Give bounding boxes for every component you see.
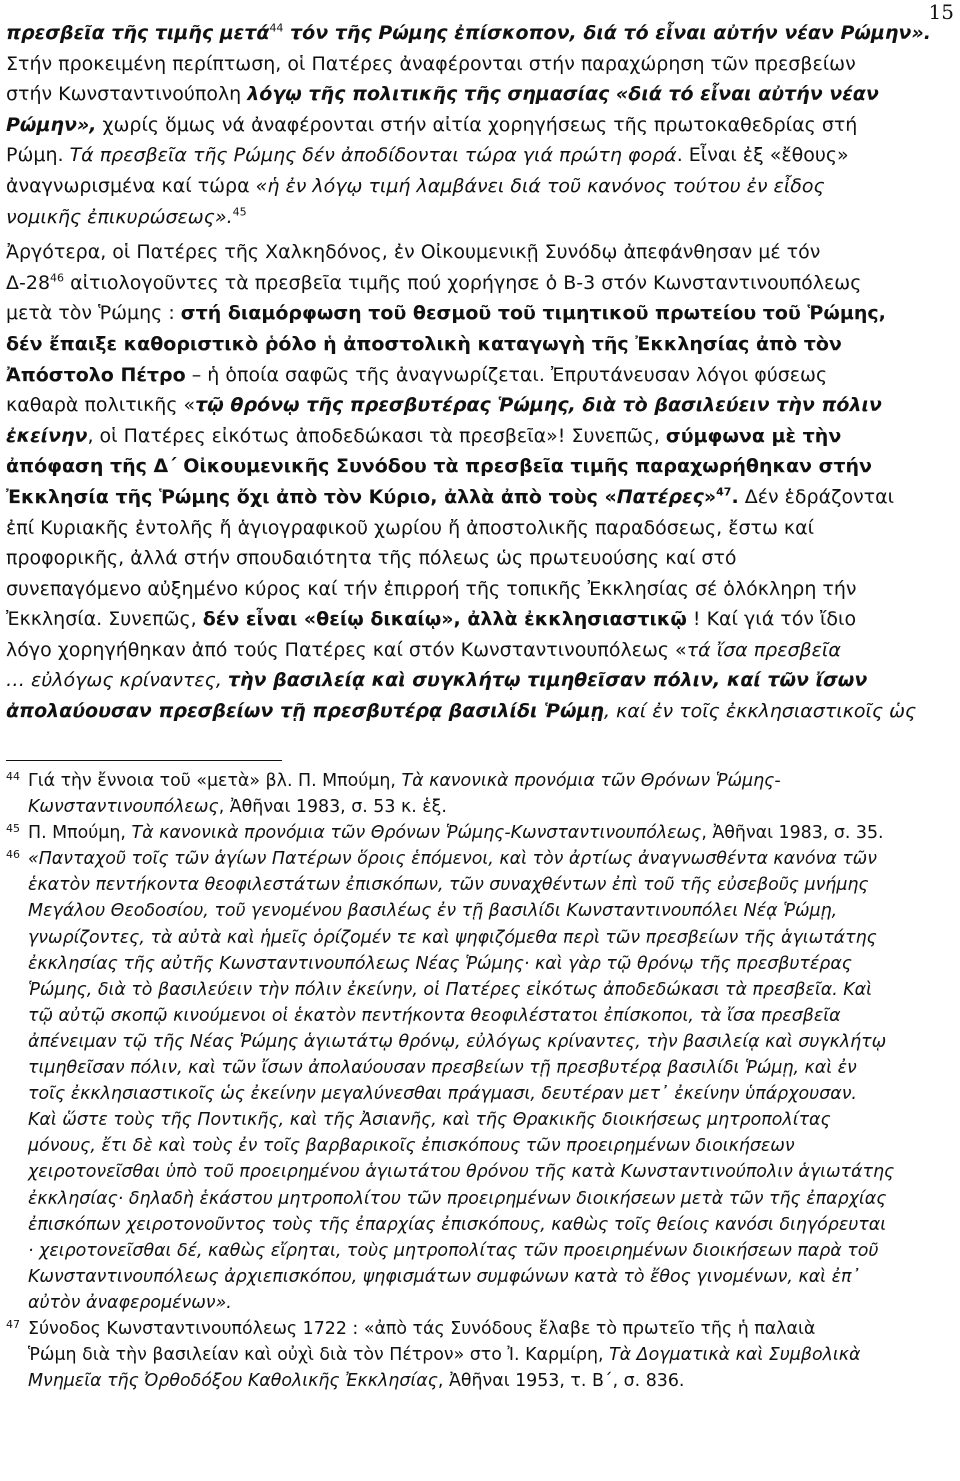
page-number: 15 xyxy=(928,0,954,24)
footnote-line: Ῥώμη διὰ τὴν βασιλείαν καὶ οὐχὶ διὰ τὸν Πέτρον» στο Ἰ. Καρμίρη, Τὰ Δογματικὰ καὶ Συμβολικὰ xyxy=(28,1345,861,1366)
footnote-47 xyxy=(6,1316,946,1394)
footnote-ref-45[interactable]: 45 xyxy=(232,205,247,219)
footnote-44 xyxy=(6,768,946,820)
footnote-line: ἐπισκόπων χειροτονοῦντος τοὺς τῆς ἐπαρχίας ἐπισκόπους, καθὼς τοῖς θείοις κανόσι διηγόρευται xyxy=(28,1214,887,1235)
footnote-line: Μεγάλου Θεοδοσίου, τοῦ γενομένου βασιλέως ἐν τῇ βασιλίδι Κωνσταντινουπόλει Νέᾳ Ῥώμῃ, xyxy=(28,901,838,922)
text-line: Ἀπόστολο Πέτρο – ἡ ὁποία σαφῶς τῆς ἀναγνωρίζεται. Ἐπρυτάνευσαν λόγοι φύσεως xyxy=(6,363,828,386)
text-line: Στήν προκειμένη περίπτωση, οἱ Πατέρες ἀναφέρονται στήν παραχώρηση τῶν πρεσβείων xyxy=(6,52,856,75)
footnote-number: 46 xyxy=(6,848,20,862)
footnote-line: τῷ αὐτῷ σκοπῷ κινούμενοι οἱ ἑκατὸν πεντήκοντα θεοφιλέστατοι ἐπίσκοποι, τὰ ἴσα πρεσβεῖα xyxy=(28,1005,841,1026)
footnote-line: μόνους, ἔτι δὲ καὶ τοὺς ἐν τοῖς βαρβαρικοῖς ἐπισκόπους τῶν προειρημένων διοικήσεων xyxy=(28,1136,795,1157)
main-text xyxy=(6,18,942,727)
footnote-line: Κωνσταντινουπόλεως, Ἀθῆναι 1983, σ. 53 κ. ἑξ. xyxy=(28,797,447,818)
footnote-line: Π. Μπούμη, Τὰ κανονικὰ προνόμια τῶν Θρόνων Ῥώμης-Κωνσταντινουπόλεως, Ἀθῆναι 1983, σ. 35. xyxy=(28,823,884,844)
footnote-ref-44[interactable]: 44 xyxy=(269,21,284,35)
text-line: Ρώμην», χωρίς ὅμως νά ἀναφέρονται στήν αἰτία χορηγήσεως τῆς πρωτοκαθεδρίας στή xyxy=(6,113,858,136)
footnote-number: 47 xyxy=(6,1317,20,1331)
text-line: συνεπαγόμενο αὐξημένο κύρος καί τήν ἐπιρροή τῆς τοπικῆς Ἐκκλησίας σέ ὁλόκληρη τήν xyxy=(6,577,857,600)
footnote-line: τοῖς ἐκκλησιαστικοῖς ὡς ἐκείνην μεγαλύνεσθαι πράγμασι, δευτέραν μετ᾽ ἐκείνην ὑπάρχουσαν. xyxy=(28,1084,857,1105)
footnotes xyxy=(6,768,946,1394)
footnote-line: Σύνοδος Κωνσταντινουπόλεως 1722 : «ἀπὸ τάς Συνόδους ἔλαβε τὸ πρωτεῖο τῆς ἡ παλαιὰ xyxy=(28,1318,816,1339)
text-line: $\Delta-28^{46}$ αἰτιολογοῦντες τὰ πρεσβεῖα τιμῆς πού χορήγησε ὁ Β-3 στόν Κωνσταντινουπόλεως xyxy=(6,271,862,294)
text-line: λόγο χορηγήθηκαν ἀπό τούς Πατέρες καί στόν Κωνσταντινουπόλεως «τά ἴσα πρεσβεῖα xyxy=(6,638,841,661)
footnote-line: ἑκατὸν πεντήκοντα θεοφιλεστάτων ἐπισκόπων, τῶν συναχθέντων ἐπὶ τοῦ τῆς εὐσεβοῦς μνήμης xyxy=(28,875,869,896)
footnote-number: 44 xyxy=(6,770,20,783)
text-line: ἀναγνωρισμένα καί τώρα «ἡ ἐν λόγῳ τιμή λαμβάνει διά τοῦ κανόνος τούτου ἐν εἶδος xyxy=(6,174,825,197)
footnote-line: Γιά τὴν ἔννοια τοῦ «μετὰ» βλ. Π. Μπούμη, Τὰ κανονικὰ προνόμια τῶν Θρόνων Ῥώμης- xyxy=(28,771,781,791)
footnote-line: ἀπένειμαν τῷ τῆς Νέας Ῥώμης ἁγιωτάτῳ θρόνῳ, εὐλόγως κρίναντες, τὴν βασιλείᾳ καὶ συγκλήτῳ xyxy=(28,1031,887,1052)
text-line: μετὰ τὸν Ῥώμης : στή διαμόρφωση τοῦ θεσμοῦ τοῦ τιμητικοῦ πρωτείου τοῦ Ῥώμης, xyxy=(6,302,886,325)
text-line: ἀπόφαση τῆς Δ΄ Οἰκουμενικῆς Συνόδου τὰ πρεσβεῖα τιμῆς παραχωρήθηκαν στήν xyxy=(6,455,872,478)
footnote-line: Ῥώμης, διὰ τὸ βασιλεύειν τὴν πόλιν ἐκείνην, οἱ Πατέρες εἰκότως ἀποδεδώκασι τὰ πρεσβεῖα. Καὶ xyxy=(28,979,873,1000)
footnote-line: αὐτὸν ἀναφερομένων». xyxy=(28,1292,232,1313)
footnote-line: γνωρίζοντες, τὰ αὐτὰ καὶ ἡμεῖς ὁρίζομέν τε καὶ ψηφιζόμεθα περὶ τῶν πρεσβείων τῆς ἁγιωτάτης xyxy=(28,927,877,948)
footnote-line: Καὶ ὥστε τοὺς τῆς Ποντικῆς, καὶ τῆς Ἀσιανῆς, καὶ τῆς Θρακικῆς διοικήσεως μητροπολίτας xyxy=(28,1110,831,1131)
footnote-line: ἐκκλησίας τῆς αὐτῆς Κωνσταντινουπόλεως Νέας Ῥώμης· καὶ γὰρ τῷ θρόνῳ τῆς πρεσβυτέρας xyxy=(28,953,852,974)
footnote-line: · χειροτονεῖσθαι δέ, καθὼς εἴρηται, τοὺς μητροπολίτας τῶν προειρημένων διοικήσεων παρὰ τοῦ xyxy=(28,1240,879,1261)
text-line: στήν Κωνσταντινούπολη λόγῳ τῆς πολιτικῆς τῆς σημασίας «διά τό εἶναι αὐτήν νέαν xyxy=(6,83,879,106)
text-line: Ρώμη. Τά πρεσβεῖα τῆς Ρώμης δέν ἀποδίδονται τώρα γιά πρώτη φορά. Εἶναι ἐξ «ἔθους» xyxy=(6,144,849,167)
footnote-ref-46[interactable]: 46 xyxy=(50,271,65,285)
text-line: νομικῆς ἐπικυρώσεως».$^{45}$ xyxy=(6,205,247,228)
text-line: πρεσβεῖα τῆς τιμῆς μετά$^{44}$ τόν τῆς Ρώμης ἐπίσκοπον, διά τό εἶναι αὐτήν νέαν Ρώμην». xyxy=(6,21,931,44)
text-line: δέν ἔπαιξε καθοριστικὸ ῥόλο ἡ ἀποστολικὴ καταγωγὴ τῆς Ἐκκλησίας ἀπὸ τὸν xyxy=(6,332,842,355)
footnote-45 xyxy=(6,820,946,846)
text-line: … εὐλόγως κρίναντες, τὴν βασιλείᾳ καὶ συγκλήτῳ τιμηθεῖσαν πόλιν, καί τῶν ἴσων xyxy=(6,669,868,692)
footnote-46 xyxy=(6,846,946,1316)
text-line: ἀπολαύουσαν πρεσβείων τῇ πρεσβυτέρᾳ βασιλίδι Ῥώμῃ, καί ἐν τοῖς ἐκκλησιαστικοῖς ὡς xyxy=(6,700,917,723)
text-line: Ἐκκλησία. Συνεπῶς, δέν εἶναι «θείῳ δικαίῳ», ἀλλὰ ἐκκλησιαστικῷ ! Καί γιά τόν ἴδιο xyxy=(6,608,857,631)
text-line: καθαρὰ πολιτικῆς «τῷ θρόνῳ τῆς πρεσβυτέρας Ῥώμης, διὰ τὸ βασιλεύειν τὴν πόλιν xyxy=(6,394,882,417)
footnote-line: τιμηθεῖσαν πόλιν, καὶ τῶν ἴσων ἀπολαύουσαν πρεσβείων τῇ πρεσβυτέρᾳ βασιλίδι Ῥώμῃ, καὶ ἐν xyxy=(28,1058,857,1079)
footnote-separator xyxy=(6,760,282,761)
footnote-line: Κωνσταντινουπόλεως ἀρχιεπισκόπου, ψηφισμάτων συμφώνων κατὰ τὸ ἔθος γινομένων, καὶ ἐπ᾽ xyxy=(28,1266,861,1287)
text-line: ἐπί Κυριακῆς ἐντολῆς ἤ ἁγιογραφικοῦ χωρίου ἤ ἀποστολικῆς παραδόσεως, ἔστω καί xyxy=(6,516,815,539)
footnote-number: 45 xyxy=(6,822,20,836)
footnote-line: «Πανταχοῦ τοῖς τῶν ἁγίων Πατέρων ὅροις ἑπόμενοι, καὶ τὸν ἀρτίως ἀναγνωσθέντα κανόνα τῶν xyxy=(28,849,877,870)
footnote-ref-47[interactable]: 47 xyxy=(716,485,732,499)
text-line: προφορικῆς, ἀλλά στήν σπουδαιότητα τῆς πόλεως ὡς πρωτευούσης καί στό xyxy=(6,547,737,570)
footnote-line: Μνημεῖα τῆς Ὀρθοδόξου Καθολικῆς Ἐκκλησίας, Ἀθῆναι 1953, τ. Β΄, σ. 836. xyxy=(28,1371,685,1392)
footnote-line: ἐκκλησίας· δηλαδὴ ἑκάστου μητροπολίτου τῶν προειρημένων διοικήσεων μετὰ τῶν τῆς ἐπαρχίας xyxy=(28,1188,887,1209)
text-line: ἐκείνην, οἱ Πατέρες εἰκότως ἀποδεδώκασι τὰ πρεσβεῖα»! Συνεπῶς, σύμφωνα μὲ τὴν xyxy=(6,424,842,447)
text-line: Ἐκκλησία τῆς Ῥώμης ὄχι ἀπὸ τὸν Κύριο, ἀλλὰ ἀπὸ τοὺς «Πατέρες»$^{47}$. Δέν ἑδράζονται xyxy=(6,485,895,508)
footnote-line: χειροτονεῖσθαι ὑπὸ τοῦ προειρημένου ἁγιωτάτου θρόνου τῆς κατὰ Κωνσταντινούπολιν ἁγιωτάτης xyxy=(28,1162,895,1183)
text-line: Ἀργότερα, οἱ Πατέρες τῆς Χαλκηδόνος, ἐν Οἰκουμενικῇ Συνόδῳ ἀπεφάνθησαν μέ τόν xyxy=(6,241,821,264)
